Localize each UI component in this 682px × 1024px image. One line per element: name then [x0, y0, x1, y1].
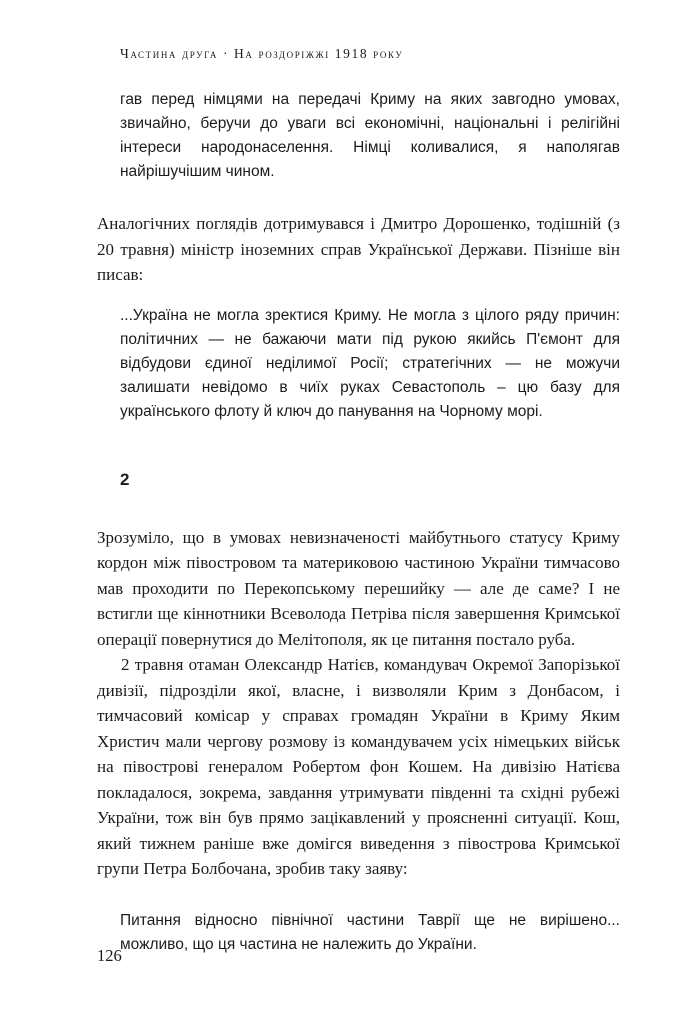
running-head: Частина друга · На роздоріжжі 1918 року: [120, 46, 404, 61]
body-paragraph: Аналогічних поглядів дотримувався і Дмитро Дорошенко, тодішній (з 20 травня) міністр іноземних справ Української Держави. Пізніше він писав:: [97, 214, 620, 284]
page-content: [97, 88, 620, 957]
body-paragraph: Зрозуміло, що в умовах невизначеності майбутнього статусу Криму кордон між півостровом та материковою частиною України тимчасово мав проходити по Перекопському перешийку — але де саме? І не встигли ще кіннотники Всеволода Петріва після завершення Кримської операції повернутися до Мелітополя, як це питання постало руба.: [97, 527, 620, 649]
quote-paragraph-kosch: Питання відносно північної частини Таврії ще не вирішено... можливо, що ця частина не належить до України.: [120, 911, 620, 953]
quote-paragraph-continuation: гав перед німцями на передачі Криму на яких завгодно умовах, звичайно, беручи до уваги всі економічні, національні і релігійні інтереси народонаселення. Німці коливалися, я наполягав найрішучішим чином.: [120, 91, 620, 180]
body-paragraph: 2 травня отаман Олександр Натієв, командувач Окремої Запорізької дивізії, підрозділи якої, власне, і визволяли Крим з Донбасом, і тимчасовий комісар у справах громадян України в Криму Яким Христич мали чергову розмову із командувачем усіх німецьких військ на півострові генералом Робертом фон Кошем. На дивізію Натієва покладалося, зокрема, завдання утримувати південні та східні рубежі України, тож він був прямо зацікавлений у проясненні ситуації. Кош, який тижнем раніше вже домігся виведення з півострова Кримської групи Петра Болбочана, зробив таку заяву:: [97, 655, 620, 878]
quote-paragraph-doroshenko: ...Україна не могла зректися Криму. Не могла з цілого ряду причин: політичних — не бажаючи мати під рукою якийсь П'ємонт для відбудови єдиної неділимої Росії; стратегічних — не можучи залишати невідомо в чиїх руках Севастополь – цю базу для українського флоту й ключ до панування на Чорному морі.: [120, 306, 620, 420]
section-number: 2: [120, 469, 130, 489]
page-number: 126: [97, 946, 122, 965]
